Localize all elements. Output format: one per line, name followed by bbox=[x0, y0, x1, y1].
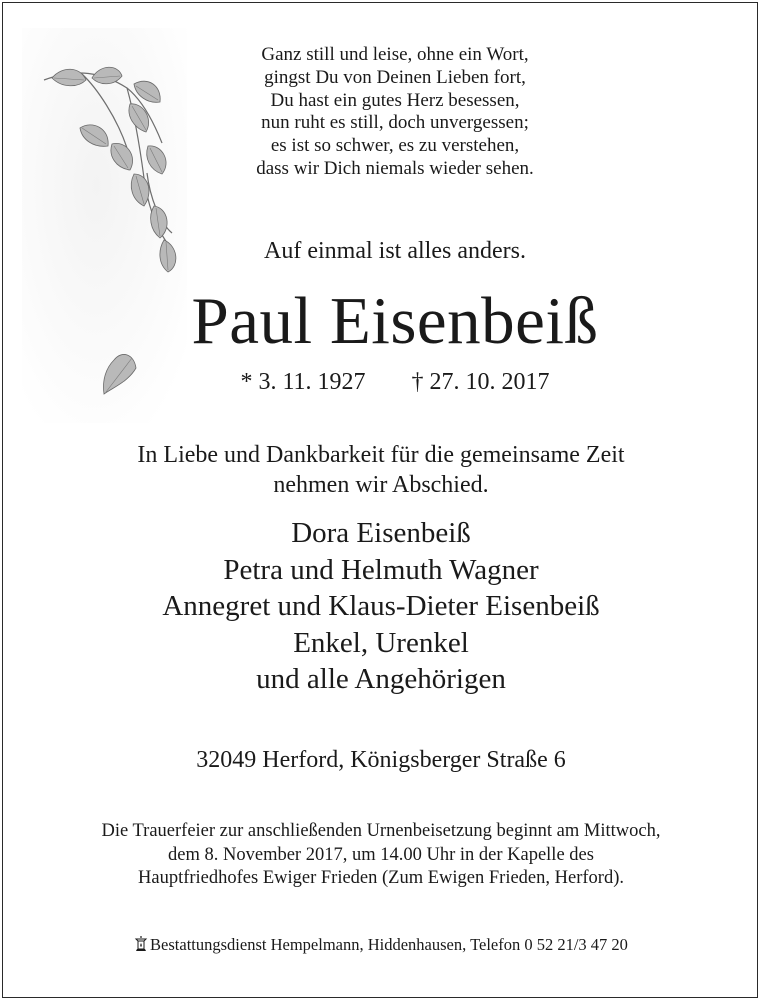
poem-line: gingst Du von Deinen Lieben fort, bbox=[264, 66, 526, 88]
lantern-icon bbox=[134, 935, 148, 953]
ceremony-details bbox=[20, 820, 742, 891]
intro-line: Auf einmal ist alles anders. bbox=[264, 238, 526, 264]
ceremony-line: dem 8. November 2017, um 14.00 Uhr in der Kapelle des bbox=[168, 844, 594, 865]
mourner-line: Dora Eisenbeiß bbox=[291, 517, 471, 549]
birch-branch-illustration bbox=[22, 28, 187, 423]
funeral-home-text: Bestattungsdienst Hempelmann, Hiddenhausen, Telefon 0 52 21/3 47 20 bbox=[150, 935, 628, 954]
farewell-line: nehmen wir Abschied. bbox=[273, 472, 489, 498]
family-address: 32049 Herford, Königsberger Straße 6 bbox=[196, 747, 566, 773]
poem-line: dass wir Dich niemals wieder sehen. bbox=[256, 157, 534, 179]
mourner-line: und alle Angehörigen bbox=[256, 663, 506, 695]
birth-date: * 3. 11. 1927 bbox=[240, 369, 366, 395]
ceremony-line: Hauptfriedhofes Ewiger Frieden (Zum Ewigen Frieden, Herford). bbox=[138, 868, 624, 888]
death-date: † 27. 10. 2017 bbox=[411, 369, 550, 395]
deceased-name: Paul Eisenbeiß bbox=[191, 284, 599, 358]
farewell-line: In Liebe und Dankbarkeit für die gemeinsame Zeit bbox=[137, 442, 625, 468]
poem-line: Ganz still und leise, ohne ein Wort, bbox=[261, 44, 529, 65]
mourner-line: Enkel, Urenkel bbox=[293, 626, 469, 659]
poem-line: es ist so schwer, es zu verstehen, bbox=[270, 135, 520, 157]
funeral-home-footer bbox=[40, 934, 722, 956]
ceremony-line: Die Trauerfeier zur anschließenden Urnenbeisetzung beginnt am Mittwoch, bbox=[101, 821, 661, 841]
farewell-text bbox=[40, 440, 722, 500]
poem-line: nun ruht es still, doch unvergessen; bbox=[261, 112, 529, 134]
mourners-list bbox=[40, 515, 722, 698]
poem-line: Du hast ein gutes Herz besessen, bbox=[270, 89, 520, 111]
mourner-line: Petra und Helmuth Wagner bbox=[223, 553, 539, 586]
life-dates bbox=[160, 367, 630, 397]
memorial-poem bbox=[215, 44, 575, 181]
mourner-line: Annegret und Klaus-Dieter Eisenbeiß bbox=[162, 590, 600, 622]
